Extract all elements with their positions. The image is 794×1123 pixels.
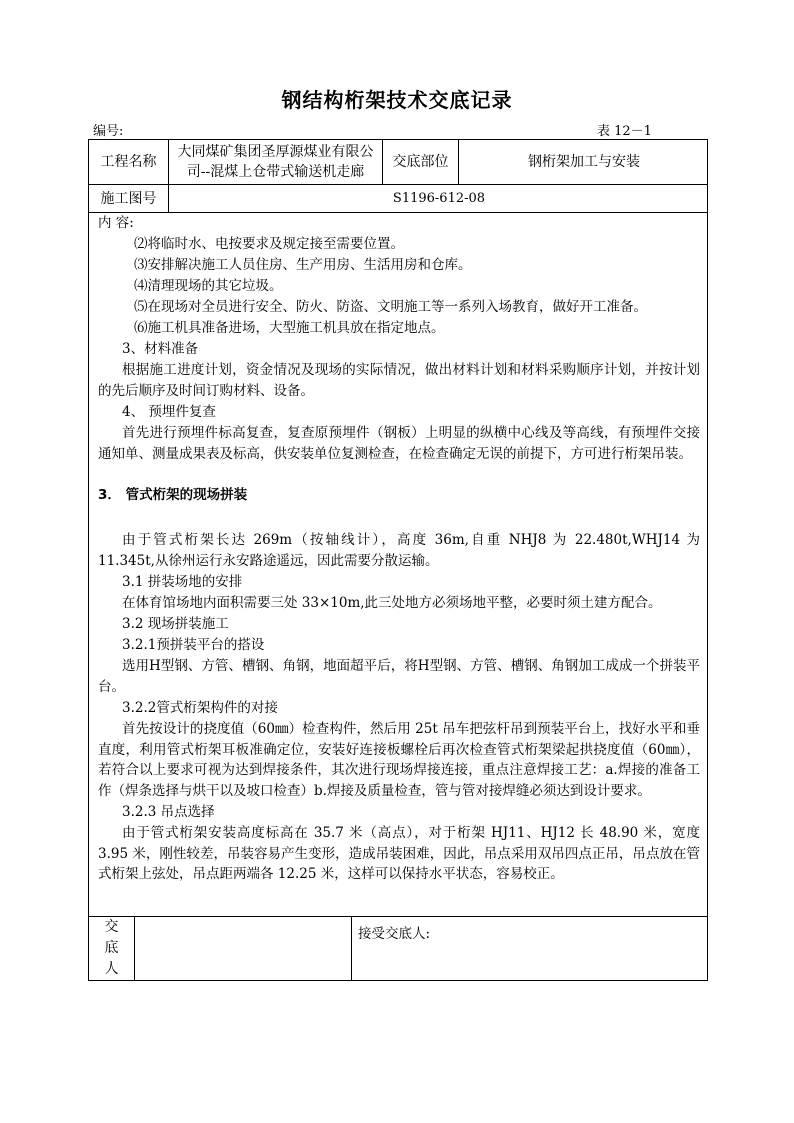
giver-label-char: 底	[104, 940, 119, 956]
content-line: 4、 预埋件复查	[122, 404, 216, 420]
row-divider	[89, 916, 707, 917]
col-divider	[134, 916, 135, 981]
content-line: ⑸在现场对全员进行安全、防火、防盗、文明施工等一系列入场教育，做好开工准备。	[134, 299, 647, 315]
content-line: 3.2 现场拼装施工	[122, 616, 229, 632]
giver-label-char: 交	[104, 919, 119, 935]
project-name-line2: 司--混煤上仓带式输送机走廊	[186, 164, 365, 180]
receiver-label: 接受交底人:	[358, 926, 431, 942]
content-line: 3.2.1预拼装平台的搭设	[122, 637, 265, 653]
content-line: ⑶安排解决施工人员住房、生产用房、生活用房和仓库。	[134, 257, 472, 273]
content-paragraph: 首先按设计的挠度值（60㎜）检查构件，然后用 25t 吊车把弦杆吊到预装平台上，找好水平和垂直度，利用管式桁架耳板准确定位，安装好连接板螺栓后再次检查管式桁架梁起拱挠度值（60㎜），若符合以上要求可视为达到焊接条件，其次进行现场焊接连接，重点注意焊接工艺：a.焊接的准备工作（焊条选择与烘干以及坡口检查）b.焊接及质量检查，管与管对接焊缝必须达到设计要求。	[98, 721, 700, 799]
content-line: ⑵将临时水、电按要求及规定接至需要位置。	[134, 236, 404, 252]
content-paragraph: 由于管式桁架安装高度标高在 35.7 米（高点），对于桁架 HJ11、HJ12 长 48.90 米，宽度 3.95 米，刚性较差，吊装容易产生变形，造成吊装困难，因此，吊点采用双吊四点正吊，吊点放在管式桁架上弦处，吊点距两端各 12.25 米，这样可以保持水平状态，容易校正。	[98, 825, 700, 883]
part-value: 钢桁架加工与安装	[528, 154, 640, 170]
document-title: 钢结构桁架技术交底记录	[281, 88, 513, 112]
giver-label-char: 人	[104, 961, 119, 977]
content-line: ⑹施工机具准备进场，大型施工机具放在指定地点。	[134, 320, 445, 336]
number-label: 编号:	[93, 124, 124, 139]
content-paragraph: 选用H型钢、方管、槽钢、角钢，地面超平后，将H型钢、方管、槽钢、角钢加工成成一个拼装平台。	[98, 658, 700, 695]
content-line: 3.2.3 吊点选择	[122, 804, 215, 820]
drawing-label: 施工图号	[100, 190, 157, 207]
col-divider	[351, 916, 352, 981]
content-line: 3.2.2管式桁架构件的对接	[122, 700, 278, 716]
content-paragraph: 由于管式桁架长达 269m（按轴线计），高度 36m,自重 NHJ8 为 22.480t,WHJ14 为 11.345t,从徐州运行永安路途遥远，因此需要分散运输。	[98, 532, 700, 569]
content-paragraph: 首先进行预埋件标高复查，复查原预埋件（钢板）上明显的纵横中心线及等高线，有预埋件交接通知单、测量成果表及标高，供安装单位复测检查，在检查确定无误的前提下，方可进行桁架吊装。	[98, 425, 700, 462]
content-line: 在体育馆场地内面积需要三处 33×10m,此三处地方必须场地平整，必要时须土建方配合。	[122, 595, 662, 611]
part-label: 交底部位	[392, 154, 449, 170]
drawing-value: S1196-612-08	[392, 190, 486, 206]
project-label: 工程名称	[100, 154, 157, 170]
giver-label	[89, 917, 134, 981]
form-code: 表 12－1	[597, 124, 652, 139]
project-name	[169, 140, 382, 184]
content-paragraph: 根据施工进度计划，资金情况及现场的实际情况，做出材料计划和材料采购顺序计划，并按计划的先后顺序及时间订购材料、设备。	[98, 362, 700, 399]
section-heading: 3． 管式桁架的现场拼装	[98, 487, 248, 503]
content-body	[89, 213, 709, 916]
record-table	[88, 139, 708, 981]
content-line: ⑷清理现场的其它垃圾。	[134, 278, 283, 294]
content-heading: 内 容:	[98, 215, 134, 231]
project-name-line1: 大同煤矿集团圣厚源煤业有限公	[177, 144, 374, 160]
content-line: 3.1 拼装场地的安排	[122, 574, 243, 590]
content-line: 3、材料准备	[122, 341, 199, 357]
